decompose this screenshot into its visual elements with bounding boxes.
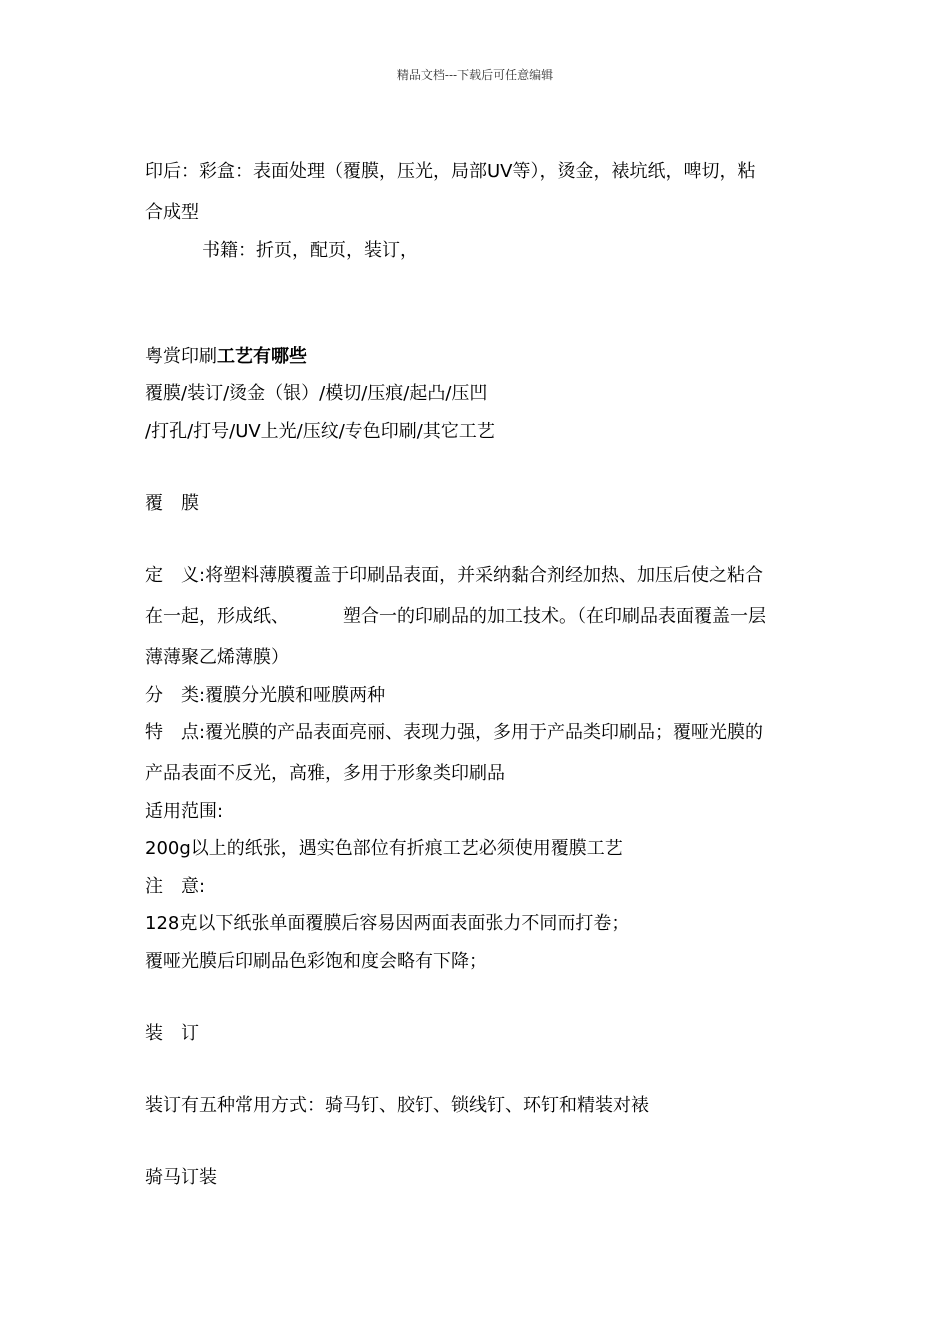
process-title [145, 346, 307, 368]
binding-description: 装订有五种常用方式：骑马钉、胶钉、锁线钉、环钉和精装对裱 [145, 1095, 649, 1116]
lamination-feature-2: 产品表面不反光，高雅，多用于形象类印刷品 [145, 763, 505, 784]
lamination-definition-1: 定 义:将塑料薄膜覆盖于印刷品表面，并采纳黏合剂经加热、加压后使之粘合 [145, 565, 764, 586]
saddle-stitch-heading: 骑马订装 [145, 1167, 217, 1188]
lamination-definition-2b: 塑合一的印刷品的加工技术。（在印刷品表面覆盖一层 [343, 606, 766, 627]
lamination-note-label: 注 意: [145, 876, 206, 897]
page-header: 精品文档---下载后可任意编辑 [396, 68, 554, 82]
process-title-bold: 工艺有哪些 [217, 346, 307, 367]
lamination-note-1: 128克以下纸张单面覆膜后容易因两面表面张力不同而打卷； [145, 913, 630, 934]
lamination-scope-label: 适用范围: [145, 801, 224, 822]
lamination-heading: 覆 膜 [145, 493, 199, 514]
lamination-note-2: 覆哑光膜后印刷品色彩饱和度会略有下降； [145, 951, 487, 972]
lamination-feature-1: 特 点:覆光膜的产品表面亮丽、表现力强，多用于产品类印刷品；覆哑光膜的 [145, 722, 764, 743]
process-title-normal: 粤赏印刷 [145, 346, 217, 367]
post-press-line-2: 合成型 [145, 202, 199, 223]
books-line: 书籍：折页，配页，装订， [202, 240, 418, 261]
lamination-definition-2 [145, 606, 766, 628]
lamination-category: 分 类:覆膜分光膜和哑膜两种 [145, 685, 386, 706]
process-list-1: 覆膜/装订/烫金（银）/模切/压痕/起凸/压凹 [145, 383, 488, 404]
binding-heading: 装 订 [145, 1023, 199, 1044]
lamination-scope: 200g以上的纸张，遇实色部位有折痕工艺必须使用覆膜工艺 [145, 838, 623, 859]
process-list-2: /打孔/打号/UV上光/压纹/专色印刷/其它工艺 [145, 421, 495, 442]
post-press-line-1: 印后：彩盒：表面处理（覆膜，压光，局部UV等），烫金，裱坑纸，啤切，粘 [145, 161, 756, 182]
lamination-definition-3: 薄薄聚乙烯薄膜） [145, 647, 289, 668]
lamination-definition-2a: 在一起，形成纸、 [145, 606, 289, 627]
